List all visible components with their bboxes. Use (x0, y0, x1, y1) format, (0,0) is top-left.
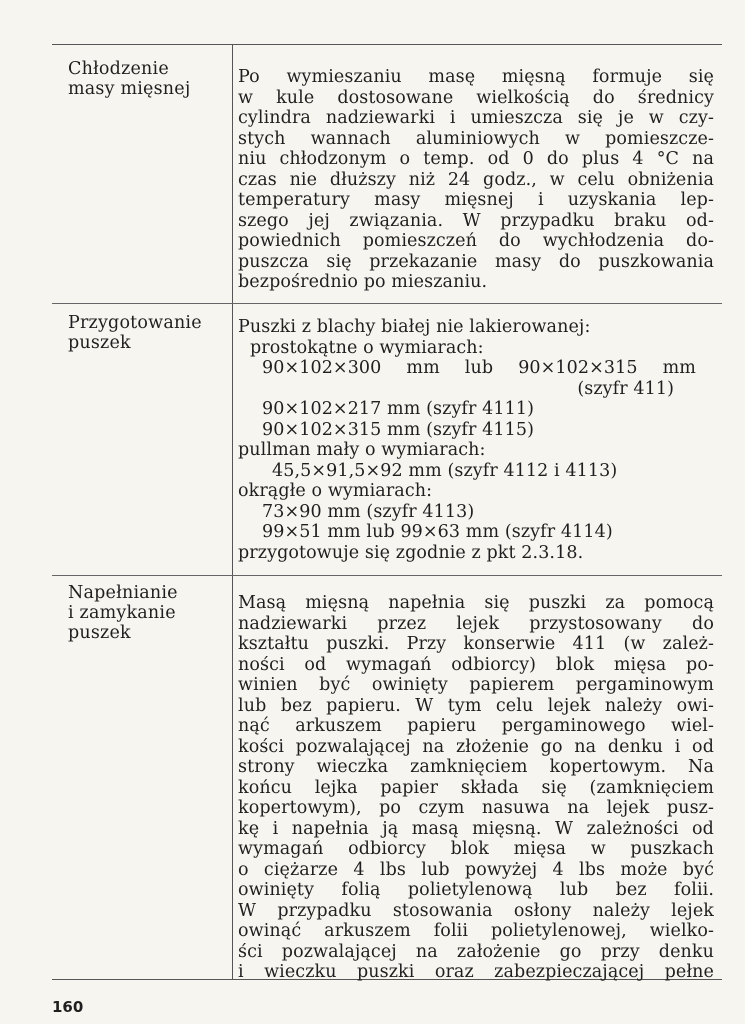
text-line: winien być owinięty papierem pergaminowym (238, 675, 714, 695)
row-divider (52, 575, 722, 576)
row-content-filling-and-closing (238, 593, 714, 983)
text-line: 45,5×91,5×92 mm (szyfr 4112 i 4113) (272, 460, 618, 481)
text-line: 90×102×315 mm (szyfr 4115) (262, 419, 534, 440)
text-line: kopertowym), po czym nasuwa na lejek pusz- (238, 798, 714, 818)
text-line: W przypadku stosowania osłony należy lejek (238, 900, 714, 921)
text-line: Masą mięsną napełnia się puszki za pomocą (238, 593, 714, 613)
text-line: owinięty folią polietylenową lub bez folii. (238, 880, 714, 900)
text-line: prostokątne o wymiarach: (250, 337, 484, 358)
text-line: temperatury masy mięsnej i uzyskania lep- (238, 190, 714, 210)
text-line: (szyfr 411) (577, 378, 674, 399)
text-line: i wieczku puszki oraz zabezpieczającej pełne (238, 962, 714, 982)
text-line: 99×51 mm lub 99×63 mm (szyfr 4114) (262, 522, 613, 542)
text-line: powiednich pomieszczeń do wychłodzenia do- (238, 231, 714, 251)
text-line: strony wieczka zamknięciem kopertowym. Na (238, 757, 714, 777)
row-label-filling-and-closing (68, 583, 178, 643)
document-table (52, 44, 722, 980)
text-line: kształtu puszki. Przy konserwie 411 (w zależ- (238, 634, 714, 654)
label-line: i zamykanie (68, 603, 176, 623)
row-divider (52, 303, 722, 304)
text-line: okrągłe o wymiarach: (238, 481, 433, 501)
text-line: o ciężarze 4 lbs lub powyżej 4 lbs może być (238, 859, 714, 880)
text-line: Po wymieszaniu masę mięsną formuje się (238, 67, 714, 87)
text-line: kości pozwalającej na złożenie go na denku i od (238, 736, 714, 757)
text-line: lub bez papieru. W tym celu lejek należy owi- (238, 695, 714, 716)
text-line: puszcza się przekazanie masy do puszkowania (238, 251, 714, 272)
row-content-can-preparation (238, 317, 714, 563)
text-line: stych wannach aluminiowych w pomieszcze- (238, 128, 714, 149)
text-line: kę i napełnia ją masą mięsną. W zależności od (238, 818, 714, 839)
text-line: bezpośrednio po mieszaniu. (238, 272, 488, 292)
text-line: cylindra nadziewarki i umieszcza się je w czy- (238, 108, 714, 128)
row-content-cooling (238, 67, 714, 293)
text-line: 90×102×217 mm (szyfr 4111) (262, 399, 534, 419)
label-line: Przygotowanie (68, 313, 202, 333)
label-line: puszek (68, 623, 131, 643)
row-label-can-preparation (68, 313, 202, 353)
text-line: 90×102×300 mm lub 90×102×315 mm (262, 358, 696, 378)
text-line: nąć arkuszem papieru pergaminowego wiel- (238, 716, 714, 736)
text-line: czas nie dłuższy niż 24 godz., w celu obniżenia (238, 169, 714, 190)
text-line: ności od wymagań odbiorcy) blok mięsa po- (238, 654, 714, 675)
text-line: w kule dostosowane wielkością do średnicy (238, 87, 714, 108)
label-line: puszek (68, 333, 131, 353)
column-divider (232, 45, 233, 979)
text-line: 73×90 mm (szyfr 4113) (262, 501, 475, 522)
label-line: Chłodzenie (68, 59, 169, 79)
text-line: szego jej związania. W przypadku braku od- (238, 210, 714, 231)
text-line: przygotowuje się zgodnie z pkt 2.3.18. (238, 542, 584, 563)
text-line: Puszki z blachy białej nie lakierowanej: (238, 317, 591, 337)
text-line: ści pozwalającej na założenie go przy denku (238, 941, 714, 962)
text-line: niu chłodzonym o temp. od 0 do plus 4 °C na (238, 149, 714, 169)
label-line: Napełnianie (68, 583, 178, 603)
text-line: nadziewarki przez lejek przystosowany do (238, 613, 714, 634)
text-line: owinąć arkuszem folii polietylenowej, wielko- (238, 921, 714, 941)
text-line: pullman mały o wymiarach: (238, 440, 486, 460)
page-number: 160 (52, 998, 84, 1016)
text-line: końcu lejka papier składa się (zamknięciem (238, 777, 714, 798)
text-line: wymagań odbiorcy blok mięsa w puszkach (238, 839, 714, 859)
label-line: masy mięsnej (68, 79, 191, 99)
row-label-cooling (68, 59, 190, 99)
